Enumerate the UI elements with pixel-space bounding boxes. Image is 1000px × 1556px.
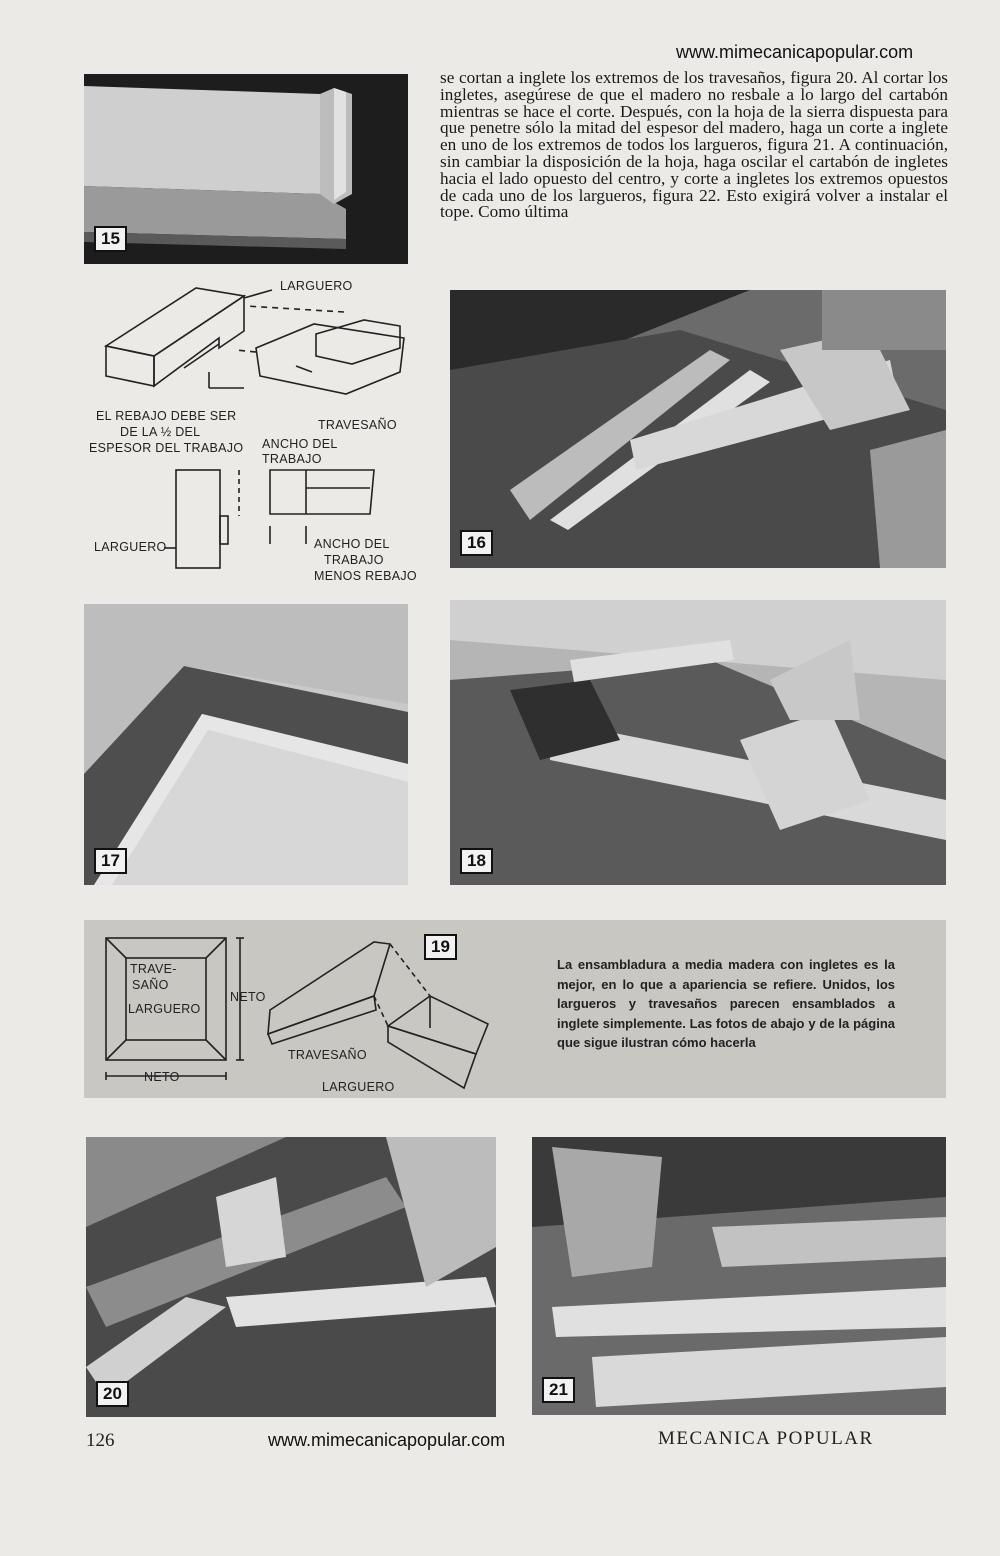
page-number: 126 bbox=[86, 1430, 115, 1451]
photo-16 bbox=[450, 290, 946, 568]
header-url[interactable]: www.mimecanicapopular.com bbox=[676, 42, 914, 62]
figure-number-21: 21 bbox=[542, 1377, 575, 1403]
photo-18 bbox=[450, 600, 946, 885]
label-ancho-2: TRABAJO bbox=[262, 452, 322, 466]
label-menos-2: TRABAJO bbox=[324, 553, 384, 567]
magazine-name: MECANICA POPULAR bbox=[658, 1428, 874, 1449]
label-rebajo-1: EL REBAJO DEBE SER bbox=[96, 409, 237, 423]
label-menos-1: ANCHO DEL bbox=[314, 537, 390, 551]
figure-19-caption: La ensambladura a media madera con ingletes es la mejor, en lo que a apariencia se refiere. Unidos, los largueros y travesaños parecen ensamblados a inglete simplemente. Las fotos de abajo y de la página que sigue ilustran cómo hacerla bbox=[557, 957, 895, 1050]
label-19-neto-side: NETO bbox=[230, 990, 266, 1004]
photo-17-image bbox=[84, 604, 408, 885]
photo-20-image bbox=[86, 1137, 496, 1417]
article-body-text: se cortan a inglete los extremos de los travesaños, figura 20. Al cortar los ingletes, asegúrese de que el madero no resbale a lo largo del cartabón mientras se hace el corte. Después, con la hoja de la sierra dispuesta para que penetre sólo la mitad del espesor del madero, haga un corte a inglete en uno de los extremos de todos los largueros, figura 21. A continuación, sin cambiar la disposición de la hoja, haga oscilar el cartabón de ingletes hacia el lado opuesto del centro, y corte a ingletes los extremos opuestos de cada uno de los largueros, figura 22. Esto exigirá volver a instalar el tope. Como última bbox=[440, 68, 948, 222]
label-rebajo-3: ESPESOR DEL TRABAJO bbox=[89, 441, 244, 455]
photo-21 bbox=[532, 1137, 946, 1415]
label-rebajo-2: DE LA ½ DEL bbox=[120, 425, 201, 439]
photo-21-image bbox=[532, 1137, 946, 1415]
figure-number-19: 19 bbox=[424, 934, 457, 960]
label-larguero-bottom: LARGUERO bbox=[94, 540, 167, 554]
photo-20 bbox=[86, 1137, 496, 1417]
label-19-trave-2: SAÑO bbox=[132, 978, 169, 992]
figure-number-17: 17 bbox=[94, 848, 127, 874]
label-travesano-top: TRAVESAÑO bbox=[318, 418, 397, 432]
photo-18-image bbox=[450, 600, 946, 885]
photo-16-image bbox=[450, 290, 946, 568]
photo-15-image bbox=[84, 74, 408, 264]
figure-number-16: 16 bbox=[460, 530, 493, 556]
label-menos-3: MENOS REBAJO bbox=[314, 569, 417, 583]
label-larguero-top: LARGUERO bbox=[280, 279, 353, 293]
label-ancho-1: ANCHO DEL bbox=[262, 437, 338, 451]
figure-number-20: 20 bbox=[96, 1381, 129, 1407]
rebate-diagram bbox=[84, 276, 424, 586]
figure-number-15: 15 bbox=[94, 226, 127, 252]
photo-15 bbox=[84, 74, 408, 264]
label-19-trave-1: TRAVE- bbox=[130, 962, 177, 976]
footer-url[interactable]: www.mimecanicapopular.com bbox=[268, 1430, 506, 1450]
figure-number-18: 18 bbox=[460, 848, 493, 874]
label-19-larguero: LARGUERO bbox=[322, 1080, 395, 1094]
photo-17 bbox=[84, 604, 408, 885]
label-19-larguero-inner: LARGUERO bbox=[128, 1002, 201, 1016]
label-19-travesano: TRAVESAÑO bbox=[288, 1048, 367, 1062]
label-19-neto-bottom: NETO bbox=[144, 1070, 180, 1084]
